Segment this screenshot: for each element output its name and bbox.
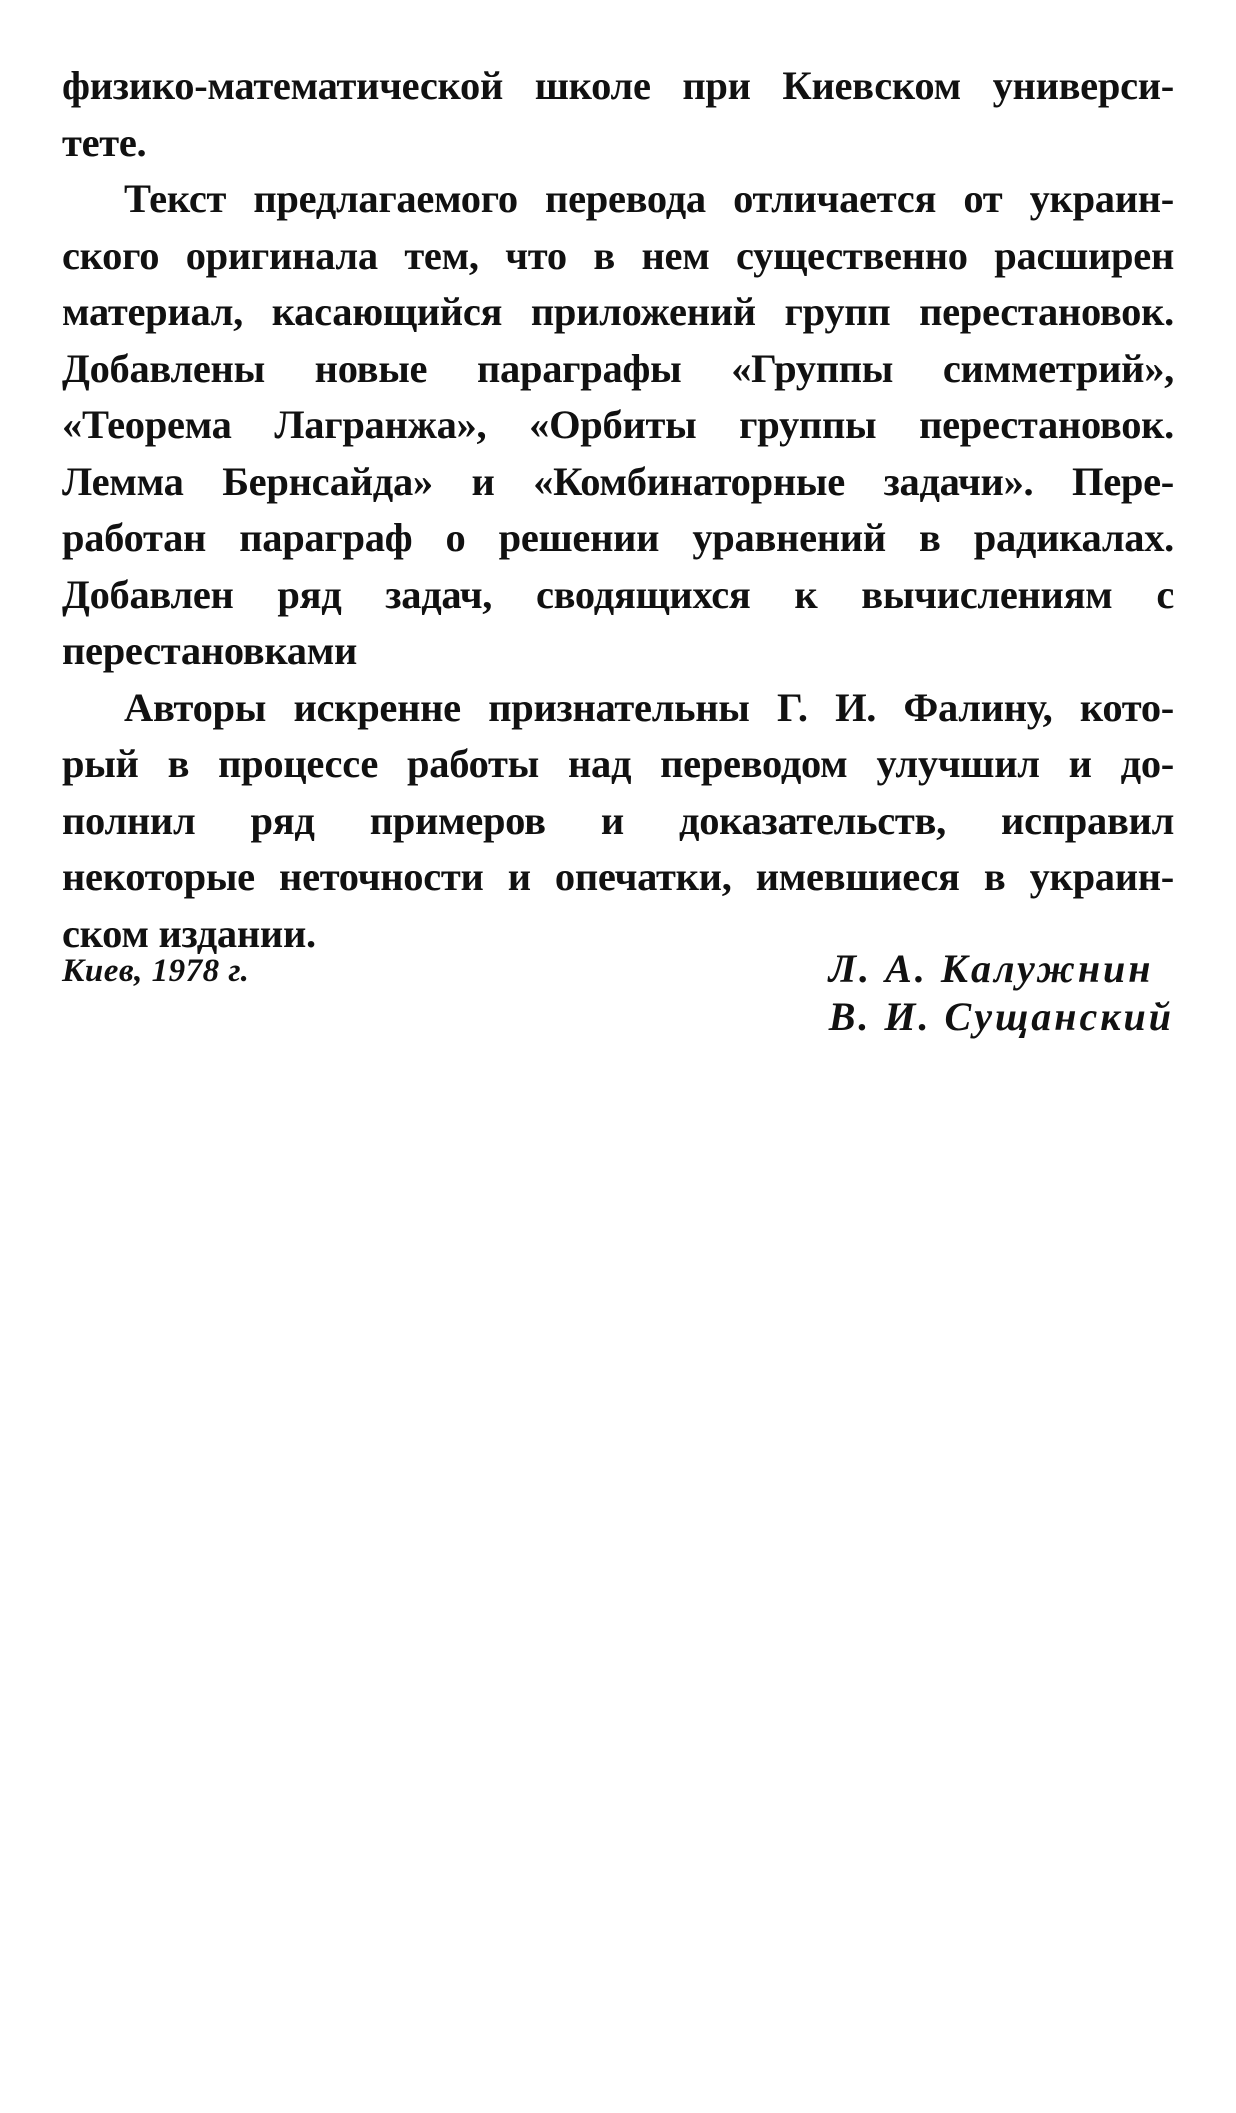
text-line: рый в процессе работы над переводом улучшил и до- [62,741,1174,786]
text-line: Авторы искренне признательны Г. И. Фалину, кото- [124,684,1174,730]
text-line: полнил ряд примеров и доказательств, исправил [62,797,1174,843]
place-date: Киев, 1978 г. [62,953,250,989]
text-line: ском издании. [62,910,316,956]
author-name: В. И. Сущанский [828,994,1174,1039]
text-line: перестановками [62,628,358,673]
text-line: «Теорема Лагранжа», «Орбиты группы перестановок. [62,402,1174,447]
text-line: Добавлен ряд задач, сводящихся к вычислениям с [62,571,1174,617]
text-line: тете. [62,119,147,165]
text-line: материал, касающийся приложений групп перестановок. [62,289,1174,334]
text-line: Текст предлагаемого перевода отличается от украин- [124,176,1174,221]
author-name: Л. А. Калужнин [828,946,1154,991]
text-line: Лемма Бернсайда» и «Комбинаторные задачи». Пере- [62,458,1174,504]
preface-text [62,58,1174,962]
text-line: некоторые неточности и опечатки, имевшиеся в украин- [62,854,1174,899]
text-line: работан параграф о решении уравнений в радикалах. [62,515,1174,560]
text-line: физико-математической школе при Киевском универси- [62,63,1174,108]
text-line: ского оригинала тем, что в нем существенно расширен [62,232,1174,278]
authors [829,945,1174,1041]
text-line: Добавлены новые параграфы «Группы симметрий», [62,345,1174,391]
